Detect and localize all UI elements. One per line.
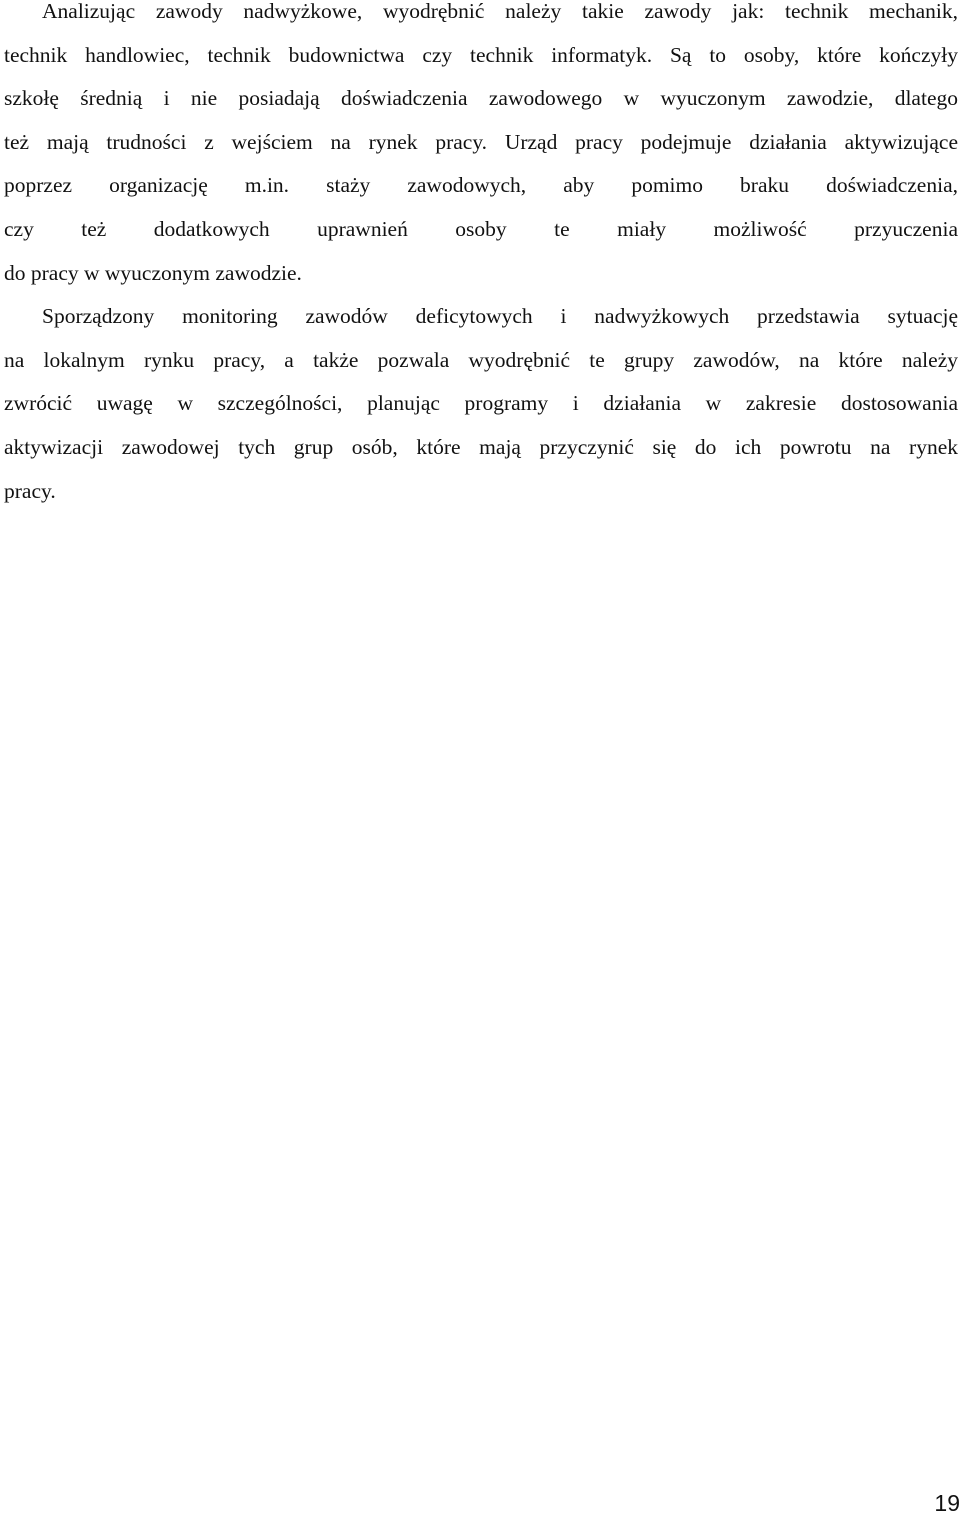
paragraph-line: poprzez organizację m.in. staży zawodowych, aby pomimo braku doświadczenia,: [4, 173, 958, 198]
paragraph-line: Sporządzony monitoring zawodów deficytowych i nadwyżkowych przedstawia sytuację: [42, 304, 958, 329]
paragraph-line: też mają trudności z wejściem na rynek pracy. Urząd pracy podejmuje działania aktywizujące: [4, 129, 958, 154]
paragraph-line: czy też dodatkowych uprawnień osoby te miały możliwość przyuczenia: [4, 216, 958, 241]
paragraph-line: na lokalnym rynku pracy, a także pozwala wyodrębnić te grupy zawodów, na które należy: [4, 347, 958, 372]
paragraph-line: Analizując zawody nadwyżkowe, wyodrębnić należy takie zawody jak: technik mechanik,: [42, 0, 958, 23]
paragraph-line: aktywizacji zawodowej tych grup osób, które mają przyczynić się do ich powrotu na rynek: [4, 434, 958, 459]
page-number: 19: [934, 1490, 960, 1516]
paragraph-line: do pracy w wyuczonym zawodzie.: [4, 260, 302, 285]
paragraph-line: zwrócić uwagę w szczególności, planując programy i działania w zakresie dostosowania: [4, 391, 958, 416]
paragraph-1: [4, 0, 958, 295]
body-text: [4, 0, 958, 513]
paragraph-line: pracy.: [4, 478, 56, 503]
paragraph-2: [4, 295, 958, 513]
paragraph-line: technik handlowiec, technik budownictwa czy technik informatyk. Są to osoby, które kończyły: [4, 42, 958, 67]
paragraph-line: szkołę średnią i nie posiadają doświadczenia zawodowego w wyuczonym zawodzie, dlatego: [4, 86, 958, 111]
